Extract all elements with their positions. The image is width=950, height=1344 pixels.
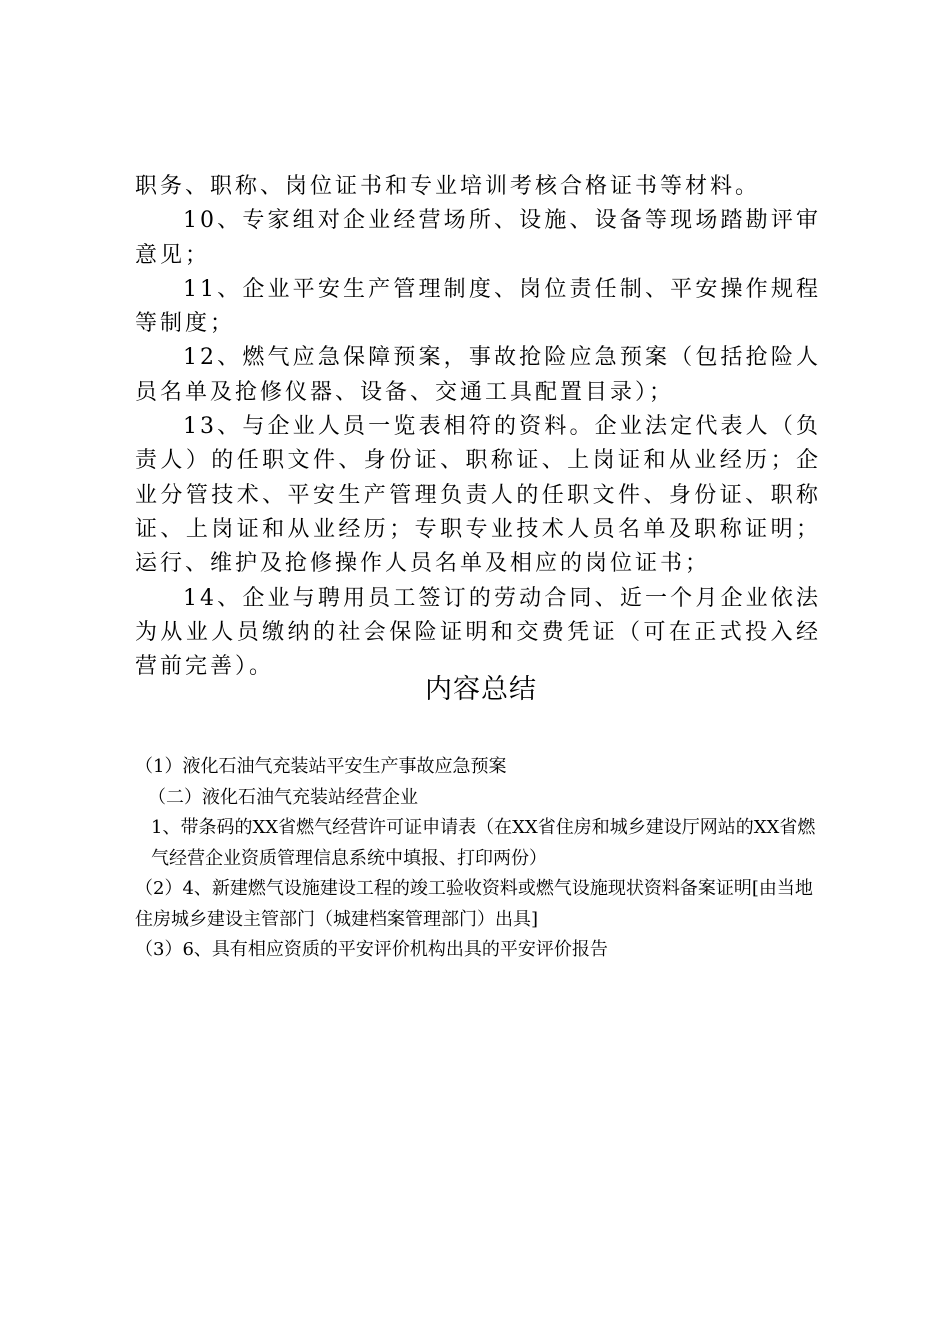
paragraph-item-12: 12、燃气应急保障预案，事故抢险应急预案（包括抢险人员名单及抢修仪器、设备、交通工具配置目录）； <box>135 345 821 405</box>
body-text <box>135 170 821 684</box>
paragraph-continued: 职务、职称、岗位证书和专业培训考核合格证书等材料。 <box>135 174 761 199</box>
summary-item: （3）6、具有相应资质的平安评价机构出具的平安评价报告 <box>135 939 608 960</box>
paragraph-item-10: 10、专家组对企业经营场所、设施、设备等现场踏勘评审意见； <box>135 208 821 268</box>
summary-item: （二）液化石油气充装站经营企业 <box>148 786 418 808</box>
summary-item: （2）4、新建燃气设施建设工程的竣工验收资料或燃气设施现状资料备案证明[由当地住房城乡建设主管部门（城建档案管理部门）出具] <box>135 878 813 930</box>
paragraph-item-11: 11、企业平安生产管理制度、岗位责任制、平安操作规程等制度； <box>135 276 821 337</box>
paragraph-item-14: 14、企业与聘用员工签订的劳动合同、近一个月企业依法为从业人员缴纳的社会保险证明和交费凭证（可在正式投入经营前完善）。 <box>135 585 821 680</box>
paragraph-item-13: 13、与企业人员一览表相符的资料。企业法定代表人（负责人）的任职文件、身份证、职称证、上岗证和从业经历；企业分管技术、平安生产管理负责人的任职文件、身份证、职称证、上岗证和从业经历；专职专业技术人员名单及职称证明；运行、维护及抢修操作人员名单及相应的岗位证书； <box>135 414 821 577</box>
summary-title: 内容总结 <box>425 674 537 705</box>
summary-list <box>135 752 825 966</box>
summary-item: （1）液化石油气充装站平安生产事故应急预案 <box>135 756 507 777</box>
summary-item: 1、带条码的XX省燃气经营许可证申请表（在XX省住房和城乡建设厅网站的XX省燃气经营企业资质管理信息系统中填报、打印两份） <box>151 817 816 869</box>
